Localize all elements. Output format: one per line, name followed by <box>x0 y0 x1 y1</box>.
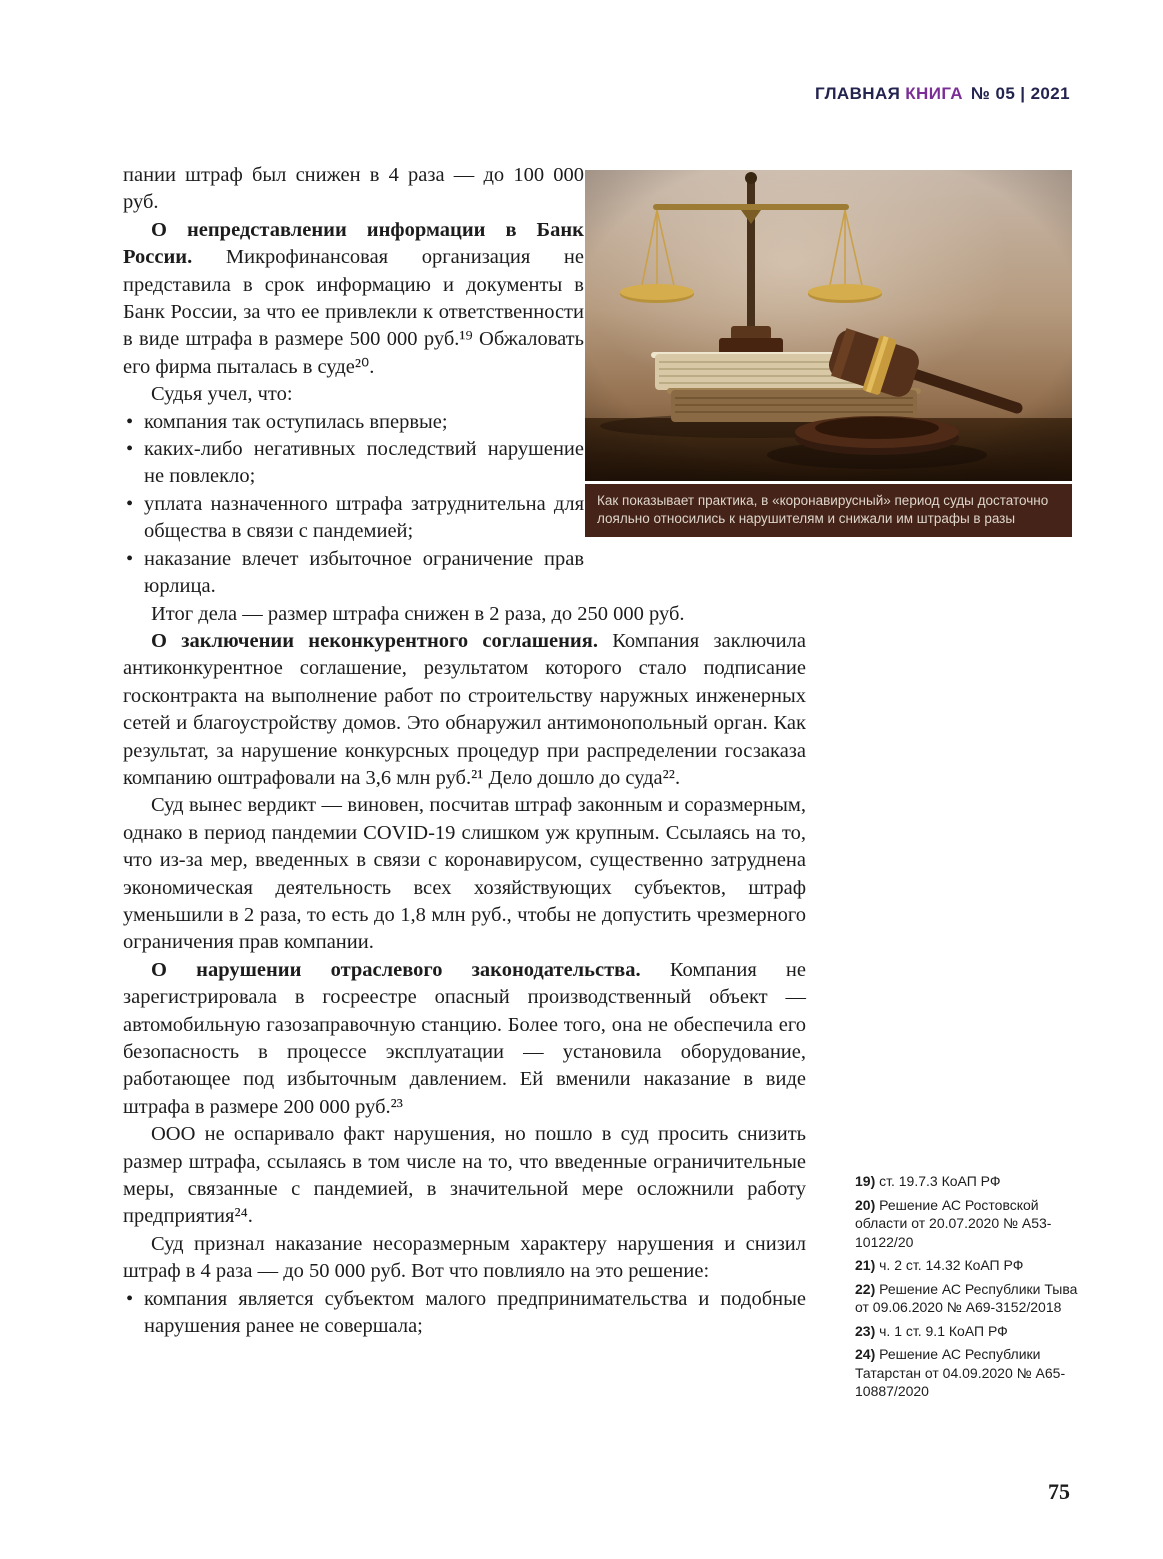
footnote-text: Решение АС Ростовской области от 20.07.2020 № А53-10122/20 <box>855 1196 1052 1250</box>
bullet-list-1 <box>123 409 806 601</box>
paragraph-ooo: ООО не оспаривало факт нарушения, но пошло в суд просить снизить размер штрафа, ссылаясь в том числе на то, что введенные ограничительные меры, связанные с пандемией, в значительной мере осложнили работу предприятия²⁴. <box>123 1123 806 1228</box>
footnote-number: 23) <box>855 1322 876 1339</box>
list-item: • уплата назначенного штрафа затруднительна для общества в связи с пандемией; <box>123 491 806 546</box>
footnote-number: 21) <box>855 1257 876 1273</box>
magazine-title-accent: КНИГА <box>905 84 963 103</box>
footnote <box>855 1345 1085 1401</box>
footnote-text: Решение АС Республики Тыва от 09.06.2020 № А69-3152/2018 <box>855 1280 1078 1315</box>
section-text: Компания не зарегистрировала в госреестре опасный производственный объект — автомобильную газозаправочную станцию. Более того, она не обеспечила его безопасность в процессе эксплуатации — установила оборудование, работающее под избыточным давлением. Ей вменили наказание в виде штрафа в размере 200 000 руб.²³ <box>123 958 807 1118</box>
issue-number: № 05 | 2021 <box>970 84 1070 103</box>
footnote-number: 24) <box>855 1346 876 1362</box>
footnote-number: 22) <box>855 1280 876 1297</box>
section-industry-law <box>123 957 806 1121</box>
page-header <box>815 84 1070 104</box>
paragraph-verdict: Суд вынес вердикт — виновен, посчитав штраф законным и соразмерным, однако в период пандемии COVID-19 слишком уж крупным. Ссылаясь на то, что из-за мер, введенных в связи с коронавирусом, существенно затруднена экономическая деятельность всех хозяйствующих субъектов, штраф уменьшили в 2 раза, то есть до 1,8 млн руб., чтобы не допустить чрезмерного ограничения прав компании. <box>123 794 806 954</box>
footnote-text: ч. 2 ст. 14.32 КоАП РФ <box>879 1257 1024 1273</box>
page-number: 75 <box>1048 1479 1070 1504</box>
footnote-text: Решение АС Республики Татарстан от 04.09.2020 № А65-10887/2020 <box>855 1346 1066 1399</box>
list-item: • компания является субъектом малого предпринимательства и подобные нарушения ранее не совершала; <box>123 1286 806 1341</box>
photo-caption: Как показывает практика, в «коронавирусный» период суды достаточно лояльно относились к нарушителям и снижали им штрафы в разы <box>585 484 1072 537</box>
section-anticompetitive <box>123 628 806 792</box>
footnote-text: ст. 19.7.3 КоАП РФ <box>879 1173 1001 1189</box>
article-body <box>123 162 806 1340</box>
footnote-number: 20) <box>855 1196 876 1213</box>
section-heading: О нарушении отраслевого законодательства. <box>151 958 641 981</box>
section-heading: О непредставлении информации в Банк России. <box>123 218 584 269</box>
footnote <box>855 1196 1085 1252</box>
section-heading: О заключении неконкурентного соглашения. <box>151 629 598 652</box>
list-item: • компания так оступилась впервые; <box>123 409 806 436</box>
footnotes-sidebar <box>855 1172 1085 1406</box>
paragraph-court-decision: Суд признал наказание несоразмерным характеру нарушения и снизил штраф в 4 раза — до 50 000 руб. Вот что повлияло на это решение: <box>123 1232 806 1283</box>
list-item: • каких-либо негативных последствий нарушение не повлекло; <box>123 436 806 491</box>
footnote <box>855 1280 1085 1317</box>
paragraph-outcome: Итог дела — размер штрафа снижен в 2 раза, до 250 000 руб. <box>151 602 685 625</box>
paragraph-judge-intro: Судья учел, что: <box>151 383 293 406</box>
footnote <box>855 1322 1085 1341</box>
section-text: Компания заключила антиконкурентное соглашение, результатом которого стало подписание госконтракта на выполнение работ по строительству наружных инженерных сетей и благоустройству домов. Это обнаружил антимонопольный орган. Как результат, за нарушение конкурсных процедур при распределении госзаказа компанию оштрафовали на 3,6 млн руб.²¹ Дело дошло до суда²². <box>123 629 806 789</box>
footnote <box>855 1256 1085 1275</box>
bullet-list-2 <box>123 1286 806 1341</box>
footnote-number: 19) <box>855 1173 876 1189</box>
paragraph-continuation: пании штраф был снижен в 4 раза — до 100 000 руб. <box>123 164 584 214</box>
magazine-title-main: ГЛАВНАЯ <box>814 84 901 103</box>
footnote-text: ч. 1 ст. 9.1 КоАП РФ <box>879 1322 1008 1339</box>
section-text: Микрофинансовая организация не представила в срок информацию и документы в Банк России, за что ее привлекли к ответственности в виде штрафа в размере 500 000 руб.¹⁹ Обжаловать его фирма пыталась в суде²⁰. <box>123 246 584 378</box>
footnote <box>855 1172 1085 1191</box>
list-item: • наказание влечет избыточное ограничение прав юрлица. <box>123 546 806 601</box>
